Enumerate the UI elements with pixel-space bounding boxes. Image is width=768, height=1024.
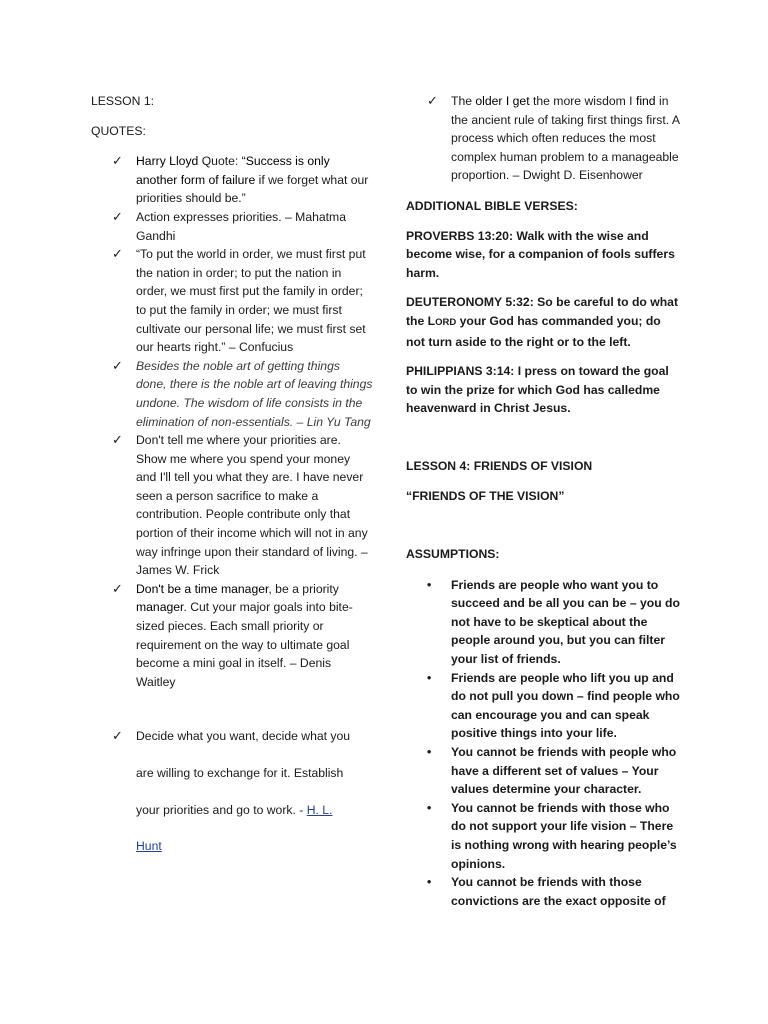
verse-text: Walk with the wise and become wise, for a companion of fools suffers harm. bbox=[406, 228, 675, 280]
quote-item bbox=[406, 92, 682, 185]
quote-text: . Cut your major goals into bite-sized pieces. Each small priority or requirement on the way to ultimate goal become a mini goal in itself. – Denis Waitley bbox=[136, 600, 353, 689]
quote-emphasis: find bbox=[635, 94, 656, 108]
lesson-1-heading: LESSON 1: bbox=[91, 94, 154, 108]
quote-item bbox=[91, 245, 373, 357]
bullet-icon: • bbox=[427, 875, 432, 890]
quote-text: in the ancient rule of taking first things first. A process which often reduces the most complex human problem to a manageable proportion. – Dwight D. Eisenhower bbox=[451, 94, 680, 183]
left-column bbox=[91, 92, 373, 856]
quote-line-wrap bbox=[136, 801, 373, 820]
verse-text: your God has commanded you; do not turn aside to the right or to the left. bbox=[406, 313, 661, 349]
quote-emphasis: Success is only another form of failure bbox=[136, 154, 330, 187]
checkmark-icon: ✓ bbox=[112, 432, 123, 448]
quotes-list bbox=[91, 152, 373, 856]
quote-text: Action expresses priorities. – Mahatma Gandhi bbox=[136, 209, 346, 243]
assumptions-heading: ASSUMPTIONS: bbox=[406, 547, 500, 562]
quote-line: Decide what you want, decide what you bbox=[136, 729, 351, 744]
quote-text: Besides the noble art of getting things done, there is the noble art of leaving things undone. The wisdom of life consists in the elimination of non-essentials. – Lin Yu Tang bbox=[136, 358, 373, 429]
quote-emphasis: older I get bbox=[475, 94, 530, 108]
checkmark-icon: ✓ bbox=[112, 357, 123, 373]
checkmark-icon: ✓ bbox=[112, 208, 123, 224]
quote-item bbox=[91, 357, 373, 431]
lesson-4-subheading: “FRIENDS OF THE VISION” bbox=[406, 488, 565, 503]
quote-item-decide bbox=[91, 727, 373, 855]
bullet-icon: • bbox=[427, 800, 432, 815]
lord-small-caps: L bbox=[427, 313, 436, 328]
verse-reference: PHILIPPIANS 3:14: bbox=[406, 364, 515, 379]
quote-line: your priorities and go to work. - bbox=[136, 802, 307, 817]
quote-text: if we forget what our priorities should be.” bbox=[136, 172, 369, 206]
assumption-item bbox=[406, 873, 682, 910]
assumption-item bbox=[406, 743, 682, 799]
assumption-item bbox=[406, 799, 682, 873]
quote-author: Harry Lloyd bbox=[136, 154, 199, 169]
author-link[interactable]: H. L. bbox=[306, 802, 333, 817]
assumption-text: Friends are people who lift you up and do not pull you down – find people who can encourage you and can speak positive things into your life. bbox=[451, 670, 680, 741]
verse-text: I press on toward the goal to win the prize for which God has calledme heavenward in Christ Jesus. bbox=[406, 364, 669, 416]
quote-text: Don't tell me where your priorities are. Show me where you spend your money and I'll tell you what they are. I have never seen a person sacrifice to make a contribution. People contribute only that portion of their income which will not in any way infringe upon their standard of living. – James W. Frick bbox=[136, 433, 368, 578]
verse-reference: PROVERBS 13:20: bbox=[406, 228, 514, 243]
quote-item bbox=[91, 580, 373, 692]
bullet-icon: • bbox=[427, 577, 432, 592]
lord-small-caps: ORD bbox=[435, 316, 457, 328]
quote-item bbox=[91, 152, 373, 208]
quote-text: Quote: “ bbox=[198, 154, 246, 169]
assumption-text: You cannot be friends with those who do not support your life vision – There is nothing wrong with hearing people’s opinions. bbox=[451, 800, 677, 871]
assumptions-list bbox=[406, 576, 682, 911]
author-link[interactable]: Hunt bbox=[136, 839, 162, 854]
verse-proverbs bbox=[406, 227, 682, 283]
quotes-heading: QUOTES: bbox=[91, 123, 146, 138]
additional-verses-heading: ADDITIONAL BIBLE VERSES: bbox=[406, 198, 578, 213]
quote-emphasis: Don't be a time manager bbox=[136, 581, 269, 596]
quote-text: the more wisdom I bbox=[529, 94, 636, 108]
quote-text: “To put the world in order, we must first put the nation in order; to put the nation in order, we must first put the family in order; to put the family in order; we must first cultivate our personal life; we must first set our hearts right.” – Confucius bbox=[136, 247, 366, 355]
right-column bbox=[406, 92, 682, 910]
quote-text: , be a priority bbox=[268, 581, 339, 596]
assumption-item bbox=[406, 669, 682, 743]
checkmark-icon: ✓ bbox=[427, 93, 438, 108]
verse-deuteronomy bbox=[406, 293, 682, 351]
quote-item bbox=[91, 208, 373, 245]
quote-emphasis: manager bbox=[136, 600, 184, 615]
verse-text: So be careful to do what the bbox=[406, 295, 679, 328]
checkmark-icon: ✓ bbox=[112, 153, 123, 169]
checkmark-icon: ✓ bbox=[112, 728, 123, 744]
quote-text: The bbox=[451, 94, 476, 108]
bullet-icon: • bbox=[427, 745, 432, 760]
assumption-text: You cannot be friends with people who have a different set of values – Your values determine your character. bbox=[451, 745, 677, 797]
bullet-icon: • bbox=[427, 670, 432, 685]
quote-item bbox=[91, 431, 373, 580]
quotes-list-continued bbox=[406, 92, 682, 185]
checkmark-icon: ✓ bbox=[112, 246, 123, 262]
assumption-text: You cannot be friends with those convictions are the exact opposite of bbox=[451, 875, 666, 908]
quote-line: are willing to exchange for it. Establish bbox=[136, 766, 344, 780]
assumption-text: Friends are people who want you to succeed and be all you can be – you do not have to be skeptical about the people around you, but you can filter your list of friends. bbox=[451, 577, 680, 667]
verse-philippians bbox=[406, 362, 682, 418]
lesson-4-heading: LESSON 4: FRIENDS OF VISION bbox=[406, 458, 593, 473]
checkmark-icon: ✓ bbox=[112, 580, 123, 596]
assumption-item bbox=[406, 576, 682, 669]
verse-reference: DEUTERONOMY 5:32: bbox=[406, 295, 534, 310]
